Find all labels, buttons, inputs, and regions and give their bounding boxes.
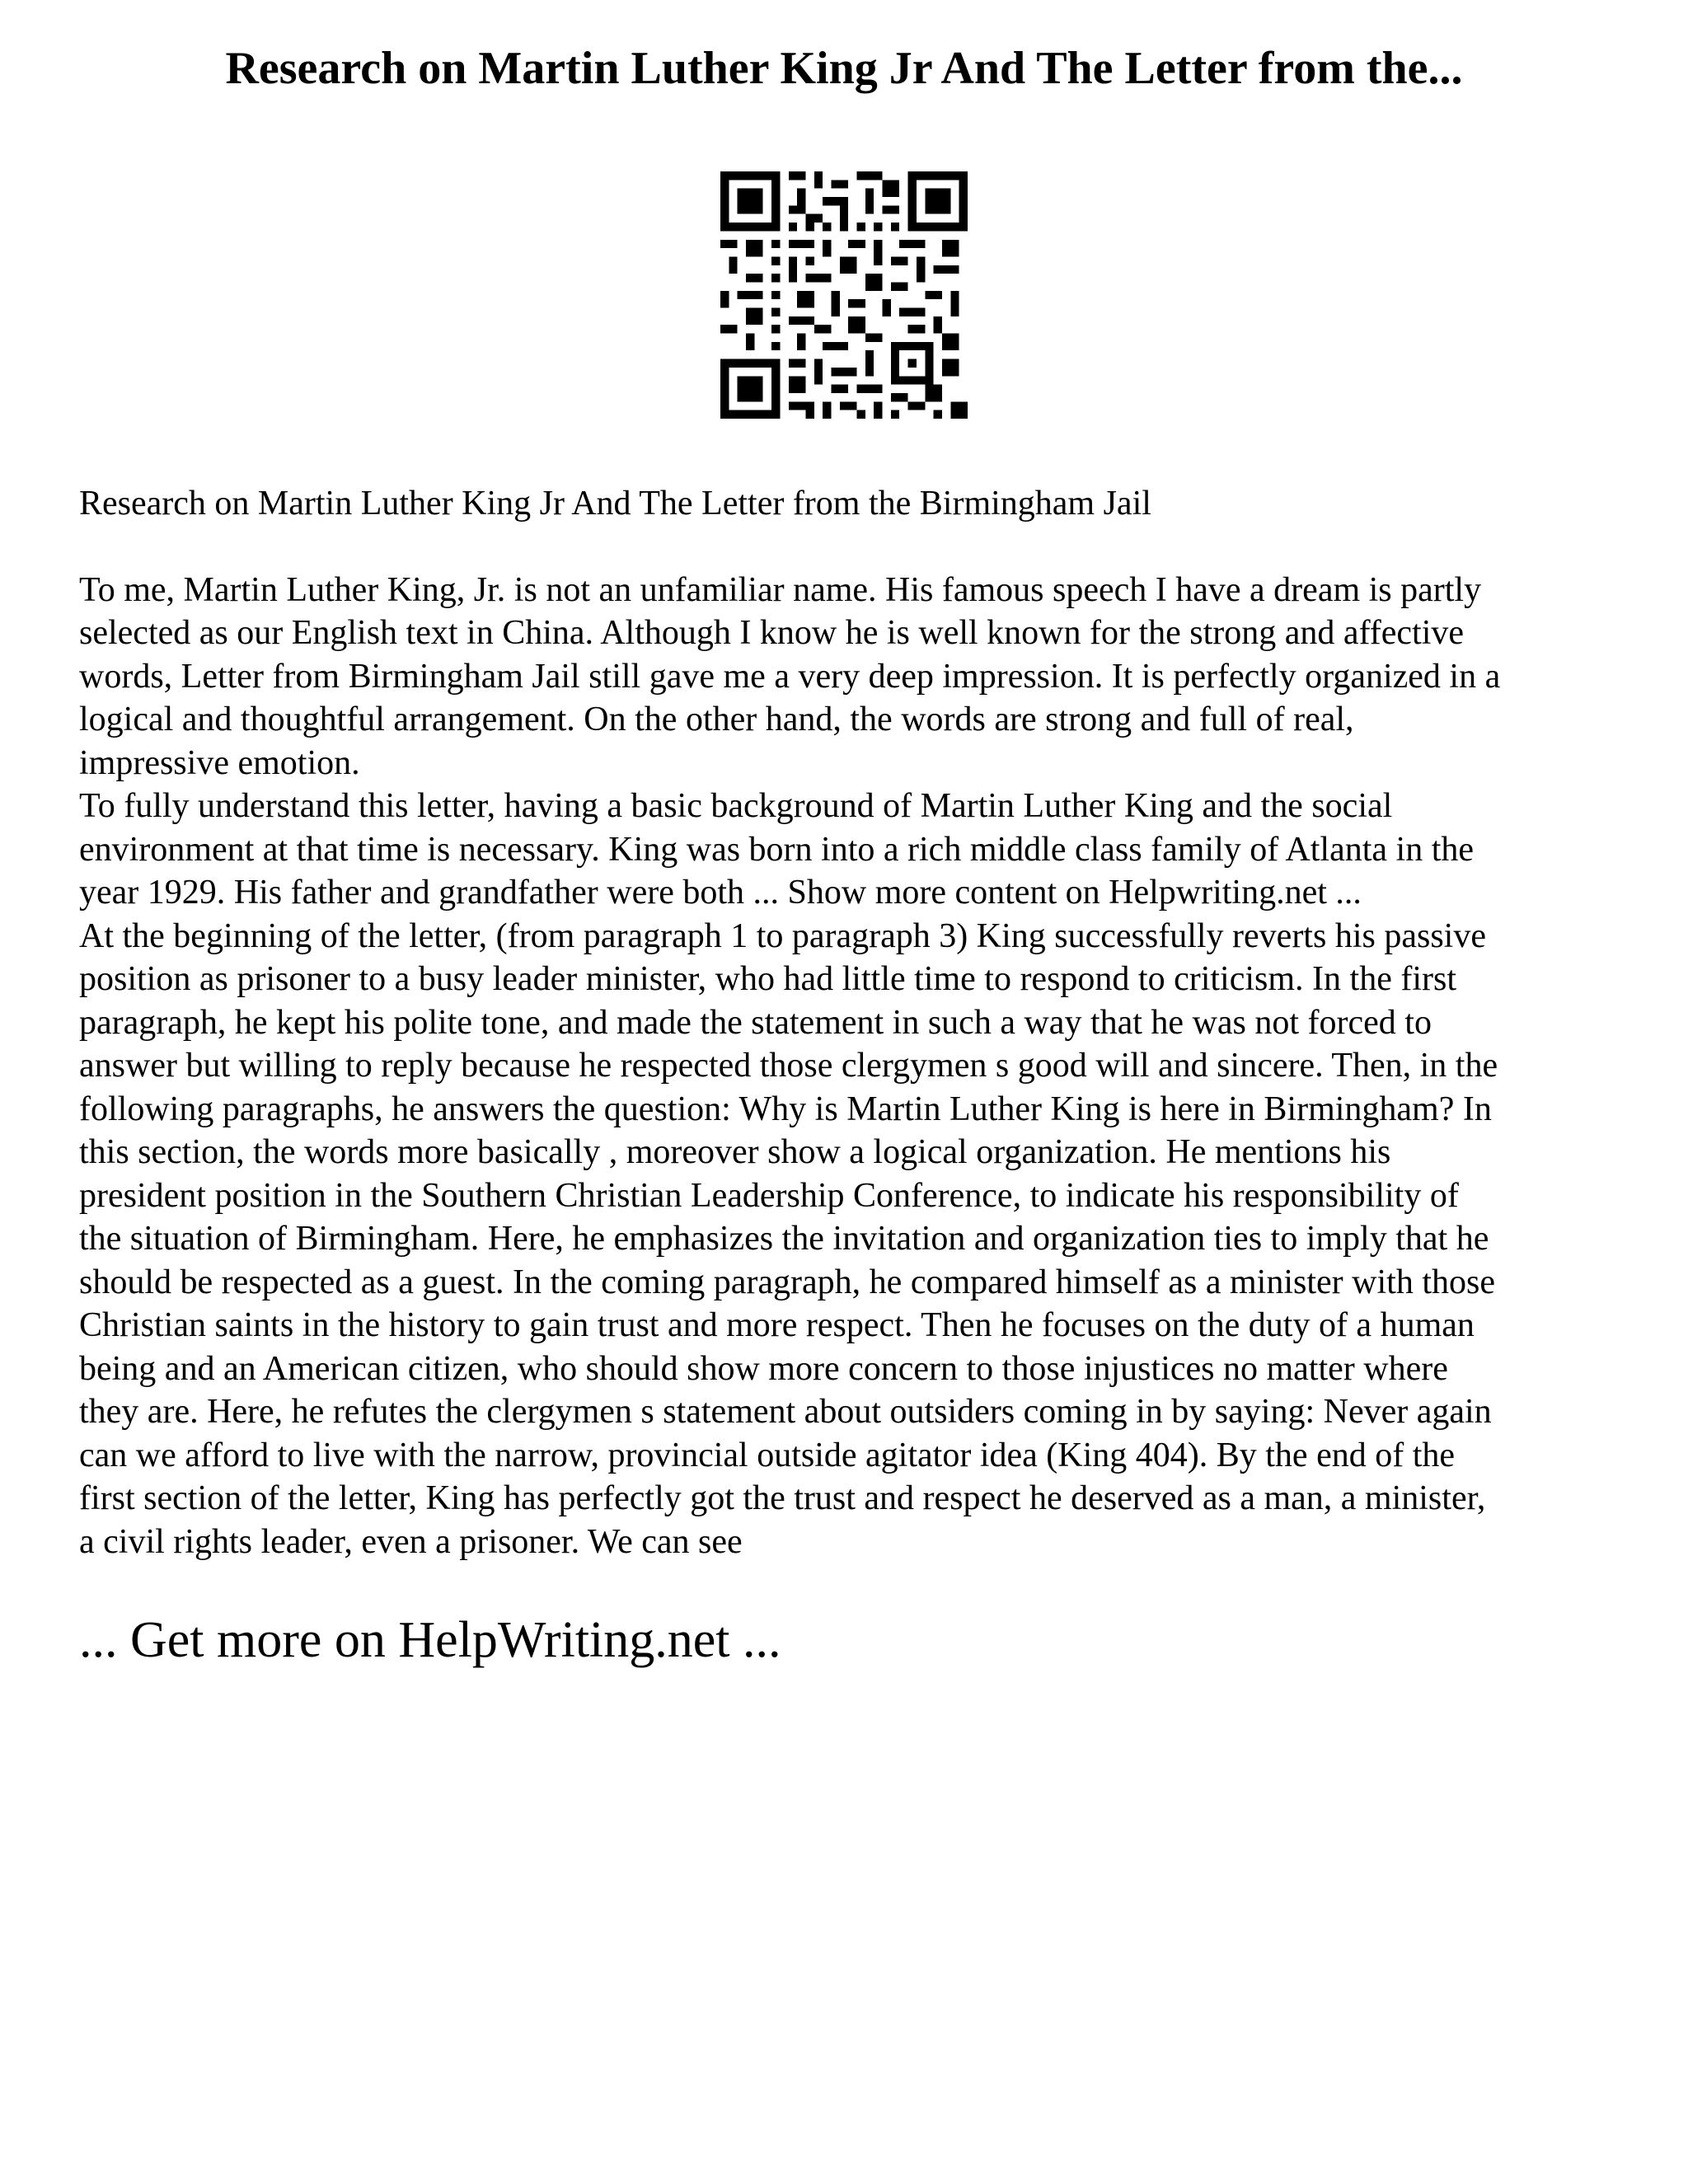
paragraph-line: To fully understand this letter, having a basic background of Martin Luther King and the social [79, 787, 1393, 825]
paragraph-line: year 1929. His father and grandfather were both ... Show more content on Helpwriting.net ... [79, 874, 1362, 912]
paragraph-line: the situation of Birmingham. Here, he emphasizes the invitation and organization ties to imply that he [79, 1220, 1489, 1258]
document-subheading: Research on Martin Luther King Jr And The Letter from the Birmingham Jail [79, 485, 1151, 523]
paragraph-line: can we afford to live with the narrow, provincial outside agitator idea (King 404). By the end of the [79, 1436, 1456, 1474]
paragraph-line: paragraph, he kept his polite tone, and made the statement in such a way that he was not forced to [79, 1003, 1432, 1042]
paragraph-line: first section of the letter, King has perfectly got the trust and respect he deserved as a man, a minister, [79, 1479, 1486, 1517]
paragraph-line: impressive emotion. [79, 743, 360, 782]
paragraph-line: Christian saints in the history to gain trust and more respect. Then he focuses on the duty of a human [79, 1306, 1475, 1344]
paragraph-1 [79, 569, 1629, 785]
paragraph-line: answer but willing to reply because he respected those clergymen s good will and sincere. Then, in the [79, 1047, 1498, 1085]
paragraph-line: logical and thoughtful arrangement. On the other hand, the words are strong and full of real, [79, 701, 1354, 738]
paragraph-line: selected as our English text in China. Although I know he is well known for the strong and affective [79, 614, 1465, 652]
paragraph-line: environment at that time is necessary. King was born into a rich middle class family of Atlanta in the [79, 830, 1475, 869]
paragraph-line: To me, Martin Luther King, Jr. is not an unfamiliar name. His famous speech I have a dream is partly [79, 570, 1482, 609]
paragraph-line: words, Letter from Birmingham Jail still gave me a very deep impression. It is perfectly organized in a [79, 657, 1501, 696]
paragraph-2 [79, 785, 1629, 915]
paragraph-line: following paragraphs, he answers the question: Why is Martin Luther King is here in Birmingham? In [79, 1090, 1492, 1128]
paragraph-3 [79, 915, 1629, 1564]
paragraph-line: should be respected as a guest. In the coming paragraph, he compared himself as a minister with those [79, 1263, 1495, 1301]
qr-code-icon [720, 171, 968, 419]
get-more-link[interactable]: ... Get more on HelpWriting.net ... [79, 1612, 781, 1668]
paragraph-line: At the beginning of the letter, (from paragraph 1 to paragraph 3) King successfully reverts his passive [79, 916, 1486, 955]
document-body [79, 482, 1629, 1563]
paragraph-line: position as prisoner to a busy leader minister, who had little time to respond to criticism. In the first [79, 960, 1456, 998]
document-title: Research on Martin Luther King Jr And The Letter from the... [225, 43, 1463, 94]
paragraph-line: they are. Here, he refutes the clergymen s statement about outsiders coming in by saying: Never again [79, 1393, 1492, 1431]
paragraph-line: a civil rights leader, even a prisoner. We can see [79, 1522, 743, 1561]
paragraph-line: president position in the Southern Christian Leadership Conference, to indicate his responsibility of [79, 1176, 1459, 1215]
paragraph-line: this section, the words more basically , moreover show a logical organization. He mentions his [79, 1133, 1391, 1171]
paragraph-line: being and an American citizen, who should show more concern to those injustices no matter where [79, 1349, 1448, 1388]
